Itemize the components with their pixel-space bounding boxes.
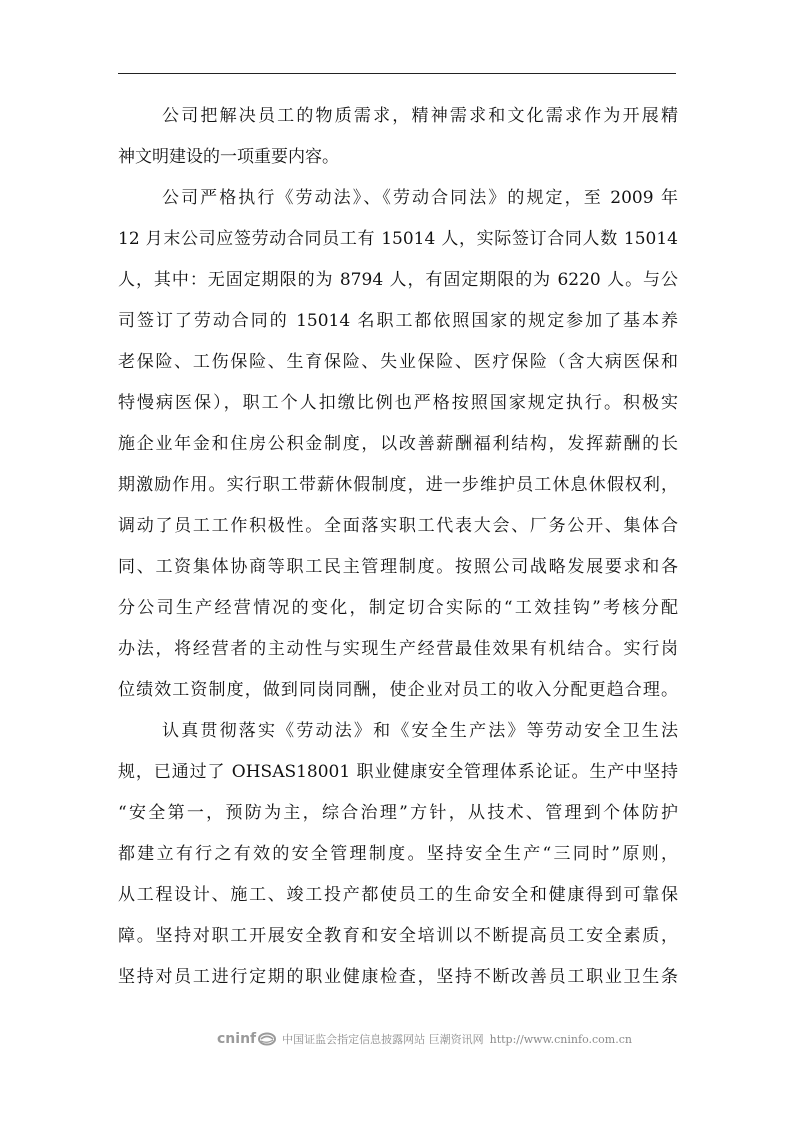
header-rule	[118, 73, 676, 74]
text-line: 公司把解决员工的物质需求，精神需求和文化需求作为开展精	[162, 106, 678, 126]
text-line: 都建立有行之有效的安全管理制度。坚持安全生产“三同时”原则，	[118, 844, 678, 864]
text-line: 从工程设计、施工、竣工投产都使员工的生命安全和健康得到可靠保	[118, 885, 678, 905]
document-body	[118, 96, 678, 998]
cninfo-logo	[217, 1031, 276, 1047]
text-line: 同、工资集体协商等职工民主管理制度。按照公司战略发展要求和各	[118, 557, 678, 577]
cninfo-swirl-icon	[258, 1032, 276, 1046]
footer-site-name: 中国证监会指定信息披露网站 巨潮资讯网	[282, 1033, 484, 1046]
text-line: 司签订了劳动合同的 15014 名职工都依照国家的规定参加了基本养	[118, 311, 678, 331]
text-line: 施企业年金和住房公积金制度，以改善薪酬福利结构，发挥薪酬的长	[118, 434, 678, 454]
text-line: 老保险、工伤保险、生育保险、失业保险、医疗保险（含大病医保和	[118, 352, 678, 372]
text-line: 公司严格执行《劳动法》、《劳动合同法》的规定，至 2009 年	[162, 188, 678, 208]
page-footer	[217, 1028, 632, 1050]
footer-url[interactable]: http://www.cninfo.com.cn	[489, 1032, 632, 1046]
text-line: 神文明建设的一项重要内容。	[118, 147, 339, 167]
text-line: 分公司生产经营情况的变化，制定切合实际的“工效挂钩”考核分配	[118, 598, 678, 618]
text-line: 障。坚持对职工开展安全教育和安全培训以不断提高员工安全素质，	[118, 926, 678, 946]
text-line: 位绩效工资制度，做到同岗同酬，使企业对员工的收入分配更趋合理。	[118, 680, 678, 700]
text-line: 规，已通过了 OHSAS18001 职业健康安全管理体系论证。生产中坚持	[118, 762, 678, 782]
text-line: 12 月末公司应签劳动合同员工有 15014 人，实际签订合同人数 15014	[118, 229, 678, 249]
text-line: 调动了员工工作积极性。全面落实职工代表大会、厂务公开、集体合	[118, 516, 678, 536]
text-line: 人，其中：无固定期限的为 8794 人，有固定期限的为 6220 人。与公	[118, 270, 678, 290]
logo-text: cninf	[217, 1031, 257, 1047]
text-line: 期激励作用。实行职工带薪休假制度，进一步维护员工休息休假权利，	[118, 475, 678, 495]
text-line: 办法，将经营者的主动性与实现生产经营最佳效果有机结合。实行岗	[118, 639, 678, 659]
text-line: 认真贯彻落实《劳动法》和《安全生产法》等劳动安全卫生法	[162, 721, 678, 741]
text-line: 坚持对员工进行定期的职业健康检查，坚持不断改善员工职业卫生条	[118, 967, 678, 987]
text-line: “安全第一，预防为主，综合治理”方针，从技术、管理到个体防护	[118, 803, 678, 823]
text-line: 特慢病医保），职工个人扣缴比例也严格按照国家规定执行。积极实	[118, 393, 678, 413]
